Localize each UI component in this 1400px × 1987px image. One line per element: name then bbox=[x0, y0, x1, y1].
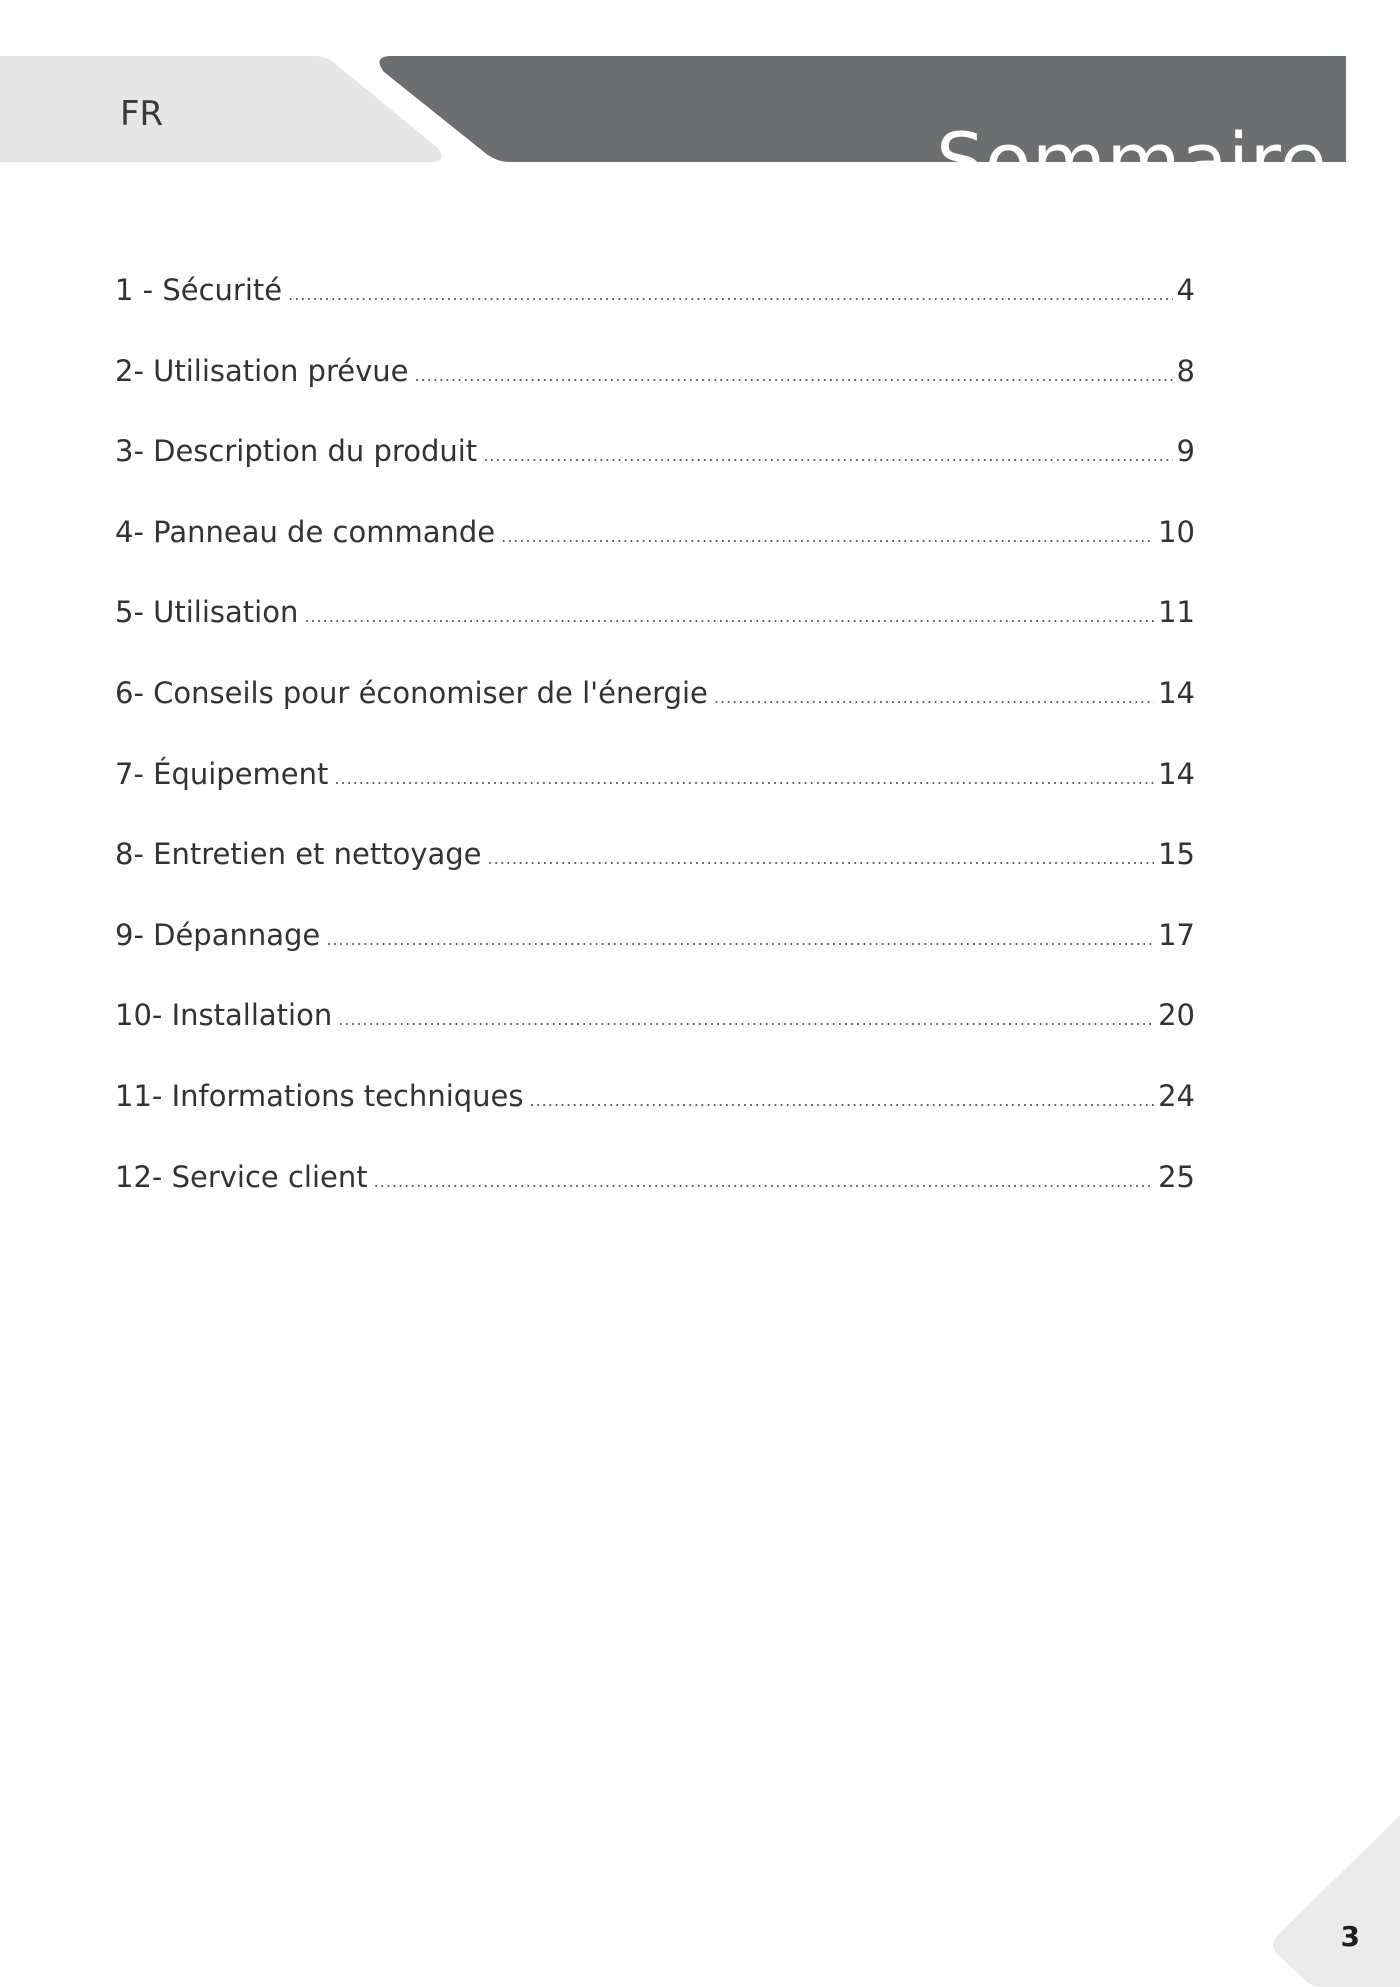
dot-leader bbox=[326, 930, 1154, 950]
dot-leader bbox=[374, 1172, 1154, 1192]
dot-leader bbox=[304, 607, 1154, 627]
toc-entry-label: 6- Conseils pour économiser de l'énergie bbox=[115, 675, 708, 710]
toc-entry-label: 4- Panneau de commande bbox=[115, 514, 496, 549]
toc-entry-utilisation[interactable] bbox=[115, 590, 1195, 671]
toc-entry-service-client[interactable] bbox=[115, 1155, 1195, 1236]
language-code: FR bbox=[120, 94, 164, 134]
toc-entry-description-produit[interactable] bbox=[115, 429, 1195, 510]
page-corner-shape bbox=[1270, 1815, 1400, 1987]
dot-leader bbox=[530, 1091, 1155, 1111]
toc-entry-label: 5- Utilisation bbox=[115, 595, 299, 630]
toc-entry-page: 24 bbox=[1158, 1078, 1195, 1113]
dot-leader bbox=[414, 366, 1172, 386]
toc-entry-page: 15 bbox=[1158, 837, 1195, 872]
toc-entry-page: 8 bbox=[1176, 353, 1195, 388]
dot-leader bbox=[483, 446, 1172, 466]
language-tab-shape bbox=[0, 56, 442, 162]
toc-entry-label: 9- Dépannage bbox=[115, 917, 321, 952]
toc-entry-securite[interactable] bbox=[115, 268, 1195, 349]
toc-entry-label: 11- Informations techniques bbox=[115, 1078, 524, 1113]
dot-leader bbox=[338, 1010, 1154, 1030]
toc-entry-depannage[interactable] bbox=[115, 913, 1195, 994]
toc-entry-page: 10 bbox=[1158, 514, 1195, 549]
toc-entry-utilisation-prevue[interactable] bbox=[115, 349, 1195, 430]
toc-entry-label: 7- Équipement bbox=[115, 756, 329, 791]
dot-leader bbox=[288, 285, 1172, 305]
toc-entry-label: 3- Description du produit bbox=[115, 434, 478, 469]
toc-entry-page: 14 bbox=[1158, 756, 1195, 791]
page-number: 3 bbox=[1340, 1920, 1360, 1953]
toc-entry-page: 17 bbox=[1158, 917, 1195, 952]
dot-leader bbox=[488, 849, 1155, 869]
dot-leader bbox=[334, 769, 1154, 789]
toc-entry-page: 4 bbox=[1176, 273, 1195, 307]
toc-entry-label: 2- Utilisation prévue bbox=[115, 353, 409, 388]
toc-entry-conseils-energie[interactable] bbox=[115, 671, 1195, 752]
toc-entry-page: 25 bbox=[1158, 1159, 1195, 1194]
toc-entry-panneau-commande[interactable] bbox=[115, 510, 1195, 591]
toc-entry-installation[interactable] bbox=[115, 993, 1195, 1074]
toc-entry-page: 11 bbox=[1158, 595, 1195, 630]
toc-entry-label: 1 - Sécurité bbox=[115, 273, 283, 307]
toc-entry-equipement[interactable] bbox=[115, 752, 1195, 833]
toc-entry-entretien-nettoyage[interactable] bbox=[115, 832, 1195, 913]
dot-leader bbox=[714, 688, 1154, 708]
toc-entry-label: 8- Entretien et nettoyage bbox=[115, 837, 482, 872]
toc-entry-page: 20 bbox=[1158, 998, 1195, 1033]
toc-entry-page: 14 bbox=[1158, 675, 1195, 710]
toc-entry-label: 12- Service client bbox=[115, 1159, 368, 1194]
dot-leader bbox=[501, 527, 1154, 547]
toc-entry-page: 9 bbox=[1176, 434, 1195, 469]
toc-entry-informations-techniques[interactable] bbox=[115, 1074, 1195, 1155]
toc-entry-label: 10- Installation bbox=[115, 998, 333, 1033]
table-of-contents bbox=[115, 268, 1195, 1235]
page-title: Sommaire bbox=[936, 115, 1327, 205]
